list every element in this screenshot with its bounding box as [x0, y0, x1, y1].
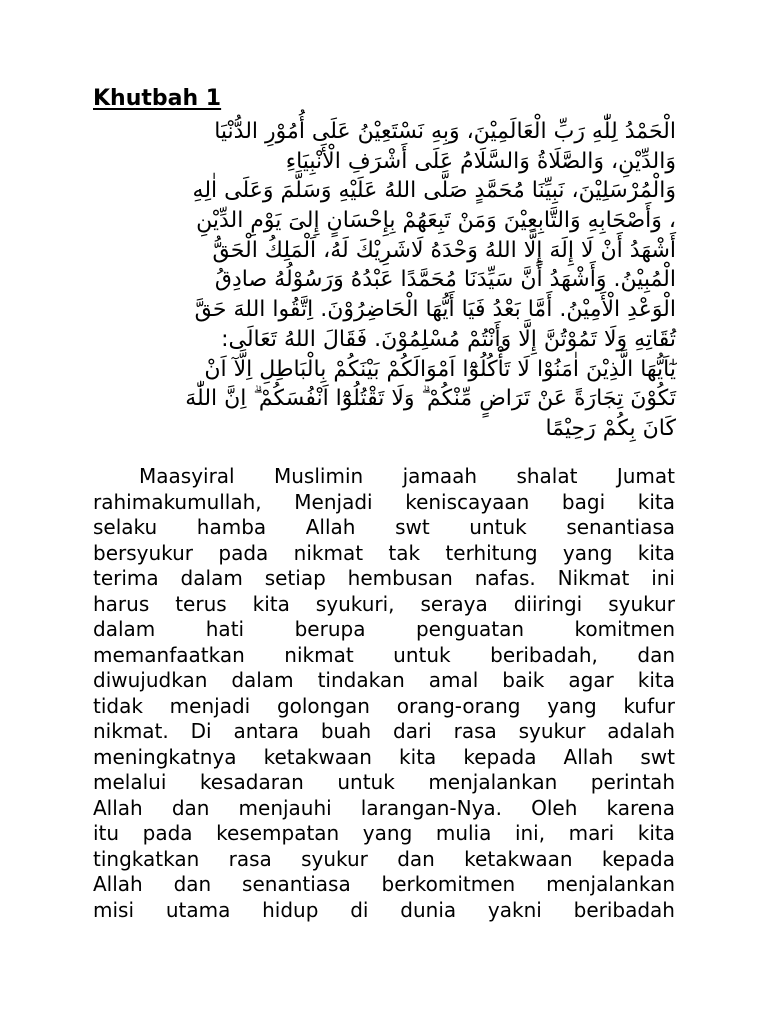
- arabic-line: الْوَعْدِ الْأَمِيْنُ. أَمَّا بَعْدُ فَيَا أَيُّهَا الْحَاضِرُوْنَ. اِتَّقُوا اللهَ حَقَّ: [194, 297, 676, 323]
- arabic-line: وَالدِّيْنِ، وَالصَّلَاةُ وَالسَّلَامُ عَلَى أَشْرَفِ الْأَنْبِيَاءِ: [285, 148, 676, 174]
- arabic-line: أَشْهَدُ أَنْ لَا إِلَهَ إِلَّا اللهُ وَحْدَهُ لَاشَرِيْكَ لَهُ، اَلْمَلِكُ الْحَقُّ: [212, 237, 676, 263]
- arabic-line: وَالْمُرْسَلِيْنَ، نَبِيِّنَا مُحَمَّدٍ صَلَّى اللهُ عَلَيْهِ وَسَلَّمَ وَعَلَى اٰلِهِ: [192, 178, 676, 204]
- arabic-line: كَانَ بِكُمْ رَحِيْمًا: [545, 415, 676, 441]
- paragraph-line: Maasyiral Muslimin jamaah shalat Jumat: [139, 464, 675, 488]
- paragraph-line: Allah dan menjauhi larangan-Nya. Oleh karena: [93, 795, 675, 820]
- paragraph-line: meningkatnya ketakwaan kita kepada Allah swt: [93, 744, 675, 769]
- arabic-line: تُقَاتِهِ وَلَا تَمُوْتُنَّ إِلَّا وَأَنْتُمْ مُسْلِمُوْنَ. فَقَالَ اللهُ تَعَالَى:: [221, 326, 676, 352]
- paragraph-line: nikmat. Di antara buah dari rasa syukur adalah: [93, 719, 675, 743]
- paragraph-line: terima dalam setiap hembusan nafas. Nikmat ini: [93, 566, 675, 590]
- paragraph-line: dalam hati berupa penguatan komitmen: [93, 617, 675, 641]
- arabic-opening-block: [93, 117, 676, 444]
- paragraph-line: misi utama hidup di dunia yakni beribadah: [93, 897, 675, 922]
- paragraph-line: harus terus kita syukuri, seraya diiringi syukur: [93, 591, 675, 616]
- sermon-paragraph: [93, 464, 675, 923]
- arabic-line: الْمُبِيْنُ. وَأَشْهَدُ أَنَّ سَيِّدَنَا مُحَمَّدًا عَبْدُهُ وَرَسُوْلُهُ صادِقُ: [214, 267, 676, 293]
- paragraph-line: itu pada kesempatan yang mulia ini, mari kita: [93, 821, 675, 845]
- paragraph-line: diwujudkan dalam tindakan amal baik agar kita: [93, 668, 675, 692]
- paragraph-line: memanfaatkan nikmat untuk beribadah, dan: [93, 642, 675, 667]
- paragraph-line: rahimakumullah, Menjadi keniscayaan bagi kita: [93, 489, 675, 514]
- section-heading: Khutbah 1: [93, 86, 222, 111]
- paragraph-line: melalui kesadaran untuk menjalankan perintah: [93, 770, 675, 794]
- paragraph-line: tidak menjadi golongan orang-orang yang kufur: [93, 693, 675, 718]
- arabic-line: يٰٓاَيُّهَا الَّذِيْنَ اٰمَنُوْا لَا تَأْكُلُوْٓا اَمْوَالَكُمْ بَيْنَكُمْ بِالْبَاطِلِ اِلَّآ اَنْ: [204, 356, 676, 382]
- paragraph-line: bersyukur pada nikmat tak terhitung yang kita: [93, 540, 675, 565]
- paragraph-line: selaku hamba Allah swt untuk senantiasa: [93, 515, 675, 539]
- arabic-line: الْحَمْدُ لِلّٰهِ رَبِّ الْعَالَمِيْنَ، وَبِهِ نَسْتَعِيْنُ عَلَى أُمُوْرِ الدُّنْيَا: [214, 119, 676, 144]
- paragraph-line: tingkatkan rasa syukur dan ketakwaan kepada: [93, 846, 675, 871]
- arabic-line: تَكُوْنَ تِجَارَةً عَنْ تَرَاضٍ مِّنْكُمْ ۗ وَلَا تَقْتُلُوْٓا اَنْفُسَكُمْ ۗ اِنَّ اللّٰهَ: [185, 386, 676, 412]
- arabic-line: ، وَأَصْحَابِهِ وَالتَّابِعِيْنَ وَمَنْ تَبِعَهُمْ بِإِحْسَانٍ إِلىَ يَوْمِ الدِّيْنِ: [196, 208, 676, 234]
- paragraph-line: Allah dan senantiasa berkomitmen menjalankan: [93, 872, 675, 896]
